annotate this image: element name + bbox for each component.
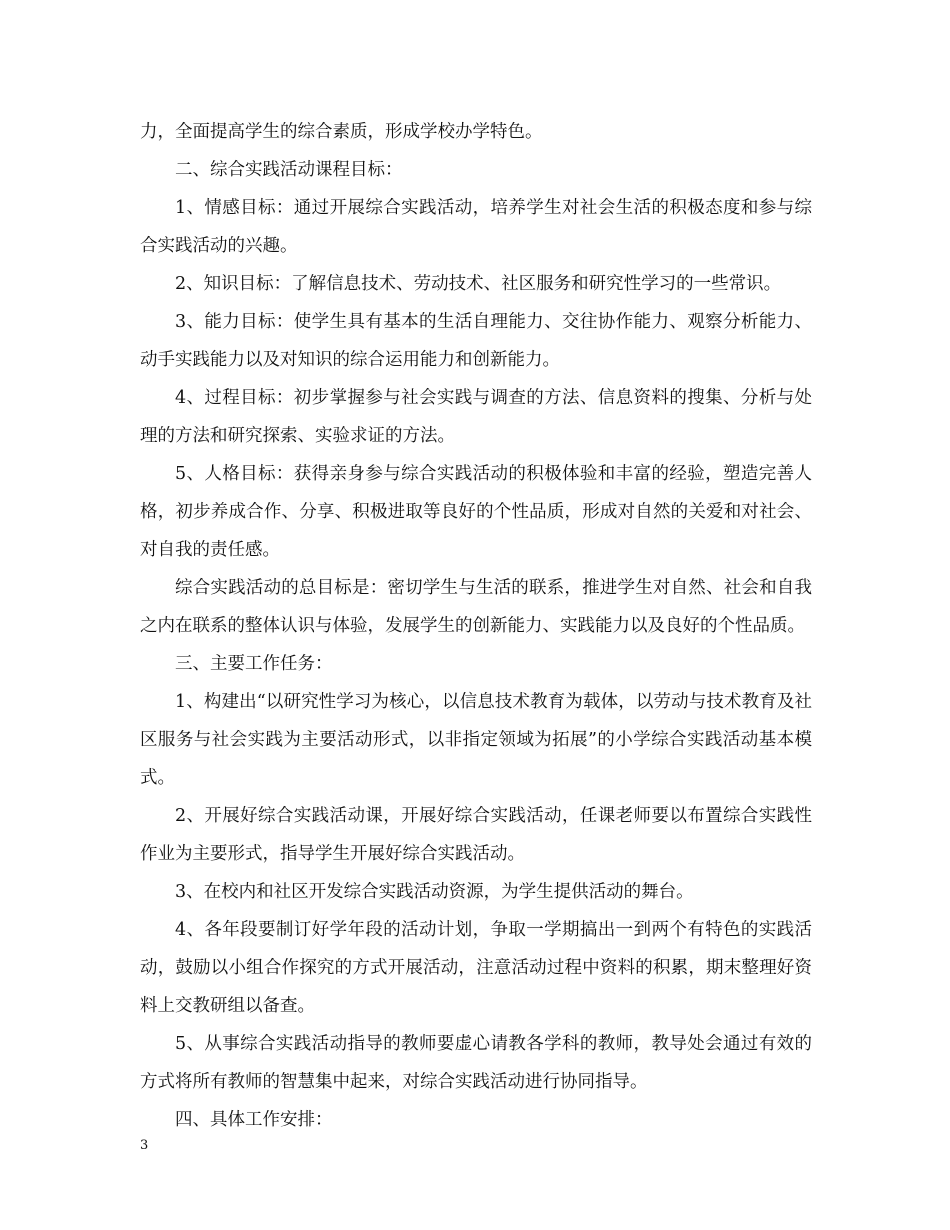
paragraph-task-3: 3、在校内和社区开发综合实践活动资源，为学生提供活动的舞台。 — [175, 882, 694, 902]
paragraph-continuation: 力，全面提高学生的综合素质，形成学校办学特色。 — [140, 122, 543, 142]
heading-course-goals: 二、综合实践活动课程目标： — [175, 160, 403, 180]
heading-work-arrangement: 四、具体工作安排： — [175, 1110, 333, 1130]
document-body — [140, 113, 812, 1139]
paragraph-personality-goal: 5、人格目标：获得亲身参与综合实践活动的积极体验和丰富的经验，塑造完善人格，初步养成合作、分享、积极进取等良好的个性品质，形成对自然的关爱和对社会、对自我的责任感。 — [140, 464, 812, 560]
paragraph-knowledge-goal: 2、知识目标：了解信息技术、劳动技术、社区服务和研究性学习的一些常识。 — [175, 274, 782, 294]
paragraph-task-4: 4、各年段要制订好学年段的活动计划，争取一学期搞出一到两个有特色的实践活动，鼓励以小组合作探究的方式开展活动，注意活动过程中资料的积累，期末整理好资料上交教研组以备查。 — [140, 920, 812, 1016]
paragraph-ability-goal: 3、能力目标：使学生具有基本的生活自理能力、交往协作能力、观察分析能力、动手实践能力以及对知识的综合运用能力和创新能力。 — [140, 312, 812, 370]
paragraph-task-2: 2、开展好综合实践活动课，开展好综合实践活动，任课老师要以布置综合实践性作业为主要形式，指导学生开展好综合实践活动。 — [140, 806, 812, 864]
paragraph-overall-goal: 综合实践活动的总目标是：密切学生与生活的联系，推进学生对自然、社会和自我之内在联系的整体认识与体验，发展学生的创新能力、实践能力以及良好的个性品质。 — [140, 578, 812, 636]
paragraph-emotional-goal: 1、情感目标：通过开展综合实践活动，培养学生对社会生活的积极态度和参与综合实践活动的兴趣。 — [140, 198, 812, 256]
paragraph-task-1: 1、构建出“以研究性学习为核心，以信息技术教育为载体，以劳动与技术教育及社区服务与社会实践为主要活动形式，以非指定领域为拓展”的小学综合实践活动基本模式。 — [140, 692, 812, 788]
paragraph-task-5: 5、从事综合实践活动指导的教师要虚心请教各学科的教师，教导处会通过有效的方式将所有教师的智慧集中起来，对综合实践活动进行协同指导。 — [140, 1034, 812, 1092]
heading-main-tasks: 三、主要工作任务： — [175, 654, 333, 674]
page-number: 3 — [140, 1138, 149, 1153]
paragraph-process-goal: 4、过程目标：初步掌握参与社会实践与调查的方法、信息资料的搜集、分析与处理的方法和研究探索、实验求证的方法。 — [140, 388, 812, 446]
